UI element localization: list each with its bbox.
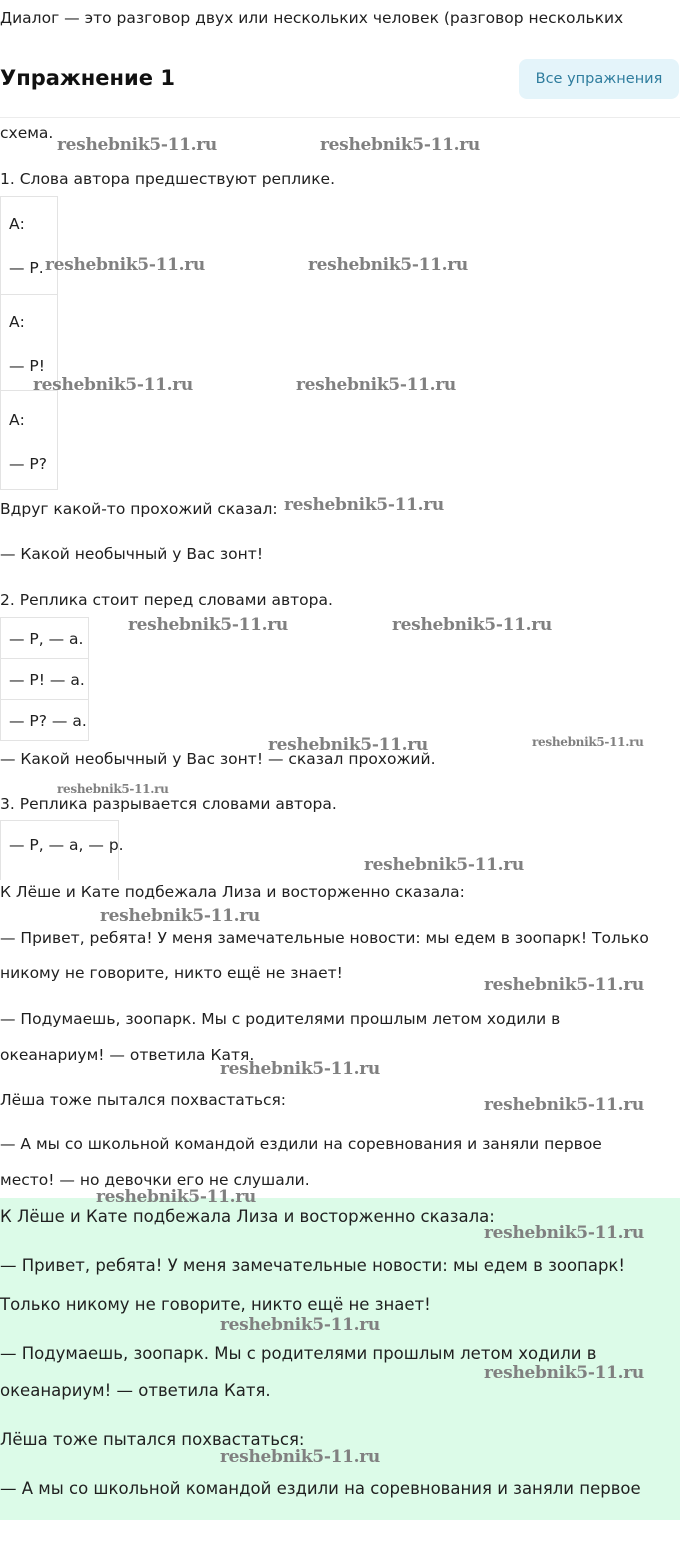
dialog-line: место! — но девочки его не слушали.: [0, 1171, 310, 1189]
dialog-line: — Привет, ребята! У меня замечательные новости: мы едем в зоопарк! Только: [0, 929, 649, 947]
scheme-author: А:: [9, 215, 25, 233]
watermark: reshebnik5-11.ru: [308, 255, 468, 275]
scheme-cell: [0, 196, 58, 295]
watermark: reshebnik5-11.ru: [364, 855, 524, 875]
rule-3: 3. Реплика разрывается словами автора.: [0, 795, 337, 813]
scheme-author: А:: [9, 313, 25, 331]
watermark: reshebnik5-11.ru: [220, 1059, 380, 1079]
answer-line: Лёша тоже пытался похвастаться:: [0, 1430, 305, 1449]
watermark: reshebnik5-11.ru: [57, 135, 217, 155]
scheme-cell: [0, 699, 89, 741]
example-1-line-1: Вдруг какой-то прохожий сказал:: [0, 500, 278, 518]
scheme-cell: [0, 390, 58, 490]
intro-text: Диалог — это разговор двух или нескольких человек (разговор нескольких: [0, 9, 624, 27]
answer-line: — А мы со школьной командой ездили на соревнования и заняли первое: [0, 1479, 641, 1498]
watermark: reshebnik5-11.ru: [392, 615, 552, 635]
scheme-text: — Р? — а.: [9, 712, 87, 730]
dialog-line: — А мы со школьной командой ездили на соревнования и заняли первое: [0, 1135, 602, 1153]
example-2: — Какой необычный у Вас зонт! — сказал прохожий.: [0, 750, 436, 768]
watermark: reshebnik5-11.ru: [484, 1363, 644, 1383]
schema-text: схема.: [0, 124, 54, 142]
scheme-replica: — Р?: [9, 455, 48, 473]
watermark: reshebnik5-11.ru: [268, 735, 428, 755]
answer-line: К Лёше и Кате подбежала Лиза и восторженно сказала:: [0, 1207, 495, 1226]
watermark: reshebnik5-11.ru: [57, 782, 169, 796]
scheme-text: — Р! — а.: [9, 671, 85, 689]
dialog-line: океанариум! — ответила Катя.: [0, 1046, 255, 1064]
watermark: reshebnik5-11.ru: [220, 1315, 380, 1335]
all-exercises-button[interactable]: Все упражнения: [519, 59, 679, 99]
watermark: reshebnik5-11.ru: [96, 1187, 256, 1207]
watermark: reshebnik5-11.ru: [284, 495, 444, 515]
dialog-line: Лёша тоже пытался похвастаться:: [0, 1091, 287, 1109]
answer-line: Только никому не говорите, никто ещё не знает!: [0, 1295, 431, 1314]
scheme-cell: [0, 617, 89, 659]
watermark: reshebnik5-11.ru: [33, 375, 193, 395]
answer-line: — Подумаешь, зоопарк. Мы с родителями прошлым летом ходили в: [0, 1344, 597, 1363]
rule-1: 1. Слова автора предшествуют реплике.: [0, 170, 336, 188]
answer-line: океанариум! — ответила Катя.: [0, 1381, 271, 1400]
watermark: reshebnik5-11.ru: [220, 1447, 380, 1467]
dialog-line: никому не говорите, никто ещё не знает!: [0, 964, 343, 982]
watermark: reshebnik5-11.ru: [296, 375, 456, 395]
dialog-line: — Подумаешь, зоопарк. Мы с родителями прошлым летом ходили в: [0, 1010, 561, 1028]
page-title: Упражнение 1: [0, 66, 175, 90]
header-divider: [0, 117, 680, 118]
rule-2: 2. Реплика стоит перед словами автора.: [0, 591, 333, 609]
scheme-author: А:: [9, 411, 25, 429]
dialog-line: К Лёше и Кате подбежала Лиза и восторженно сказала:: [0, 883, 465, 901]
answer-line: — Привет, ребята! У меня замечательные новости: мы едем в зоопарк!: [0, 1256, 626, 1275]
answer-block: [0, 1198, 680, 1520]
watermark: reshebnik5-11.ru: [100, 906, 260, 926]
watermark: reshebnik5-11.ru: [45, 255, 205, 275]
scheme-replica: — Р!: [9, 357, 45, 375]
watermark: reshebnik5-11.ru: [484, 975, 644, 995]
watermark: reshebnik5-11.ru: [320, 135, 480, 155]
scheme-cell: [0, 658, 89, 700]
scheme-replica: — Р.: [9, 259, 44, 277]
scheme-text: — Р, — а.: [9, 630, 84, 648]
scheme-text: — Р, — а, — р.: [9, 836, 124, 854]
scheme-cell: [0, 820, 124, 880]
watermark: reshebnik5-11.ru: [532, 735, 644, 749]
watermark: reshebnik5-11.ru: [484, 1095, 644, 1115]
example-1-line-2: — Какой необычный у Вас зонт!: [0, 545, 264, 563]
watermark: reshebnik5-11.ru: [484, 1223, 644, 1243]
watermark: reshebnik5-11.ru: [128, 615, 288, 635]
